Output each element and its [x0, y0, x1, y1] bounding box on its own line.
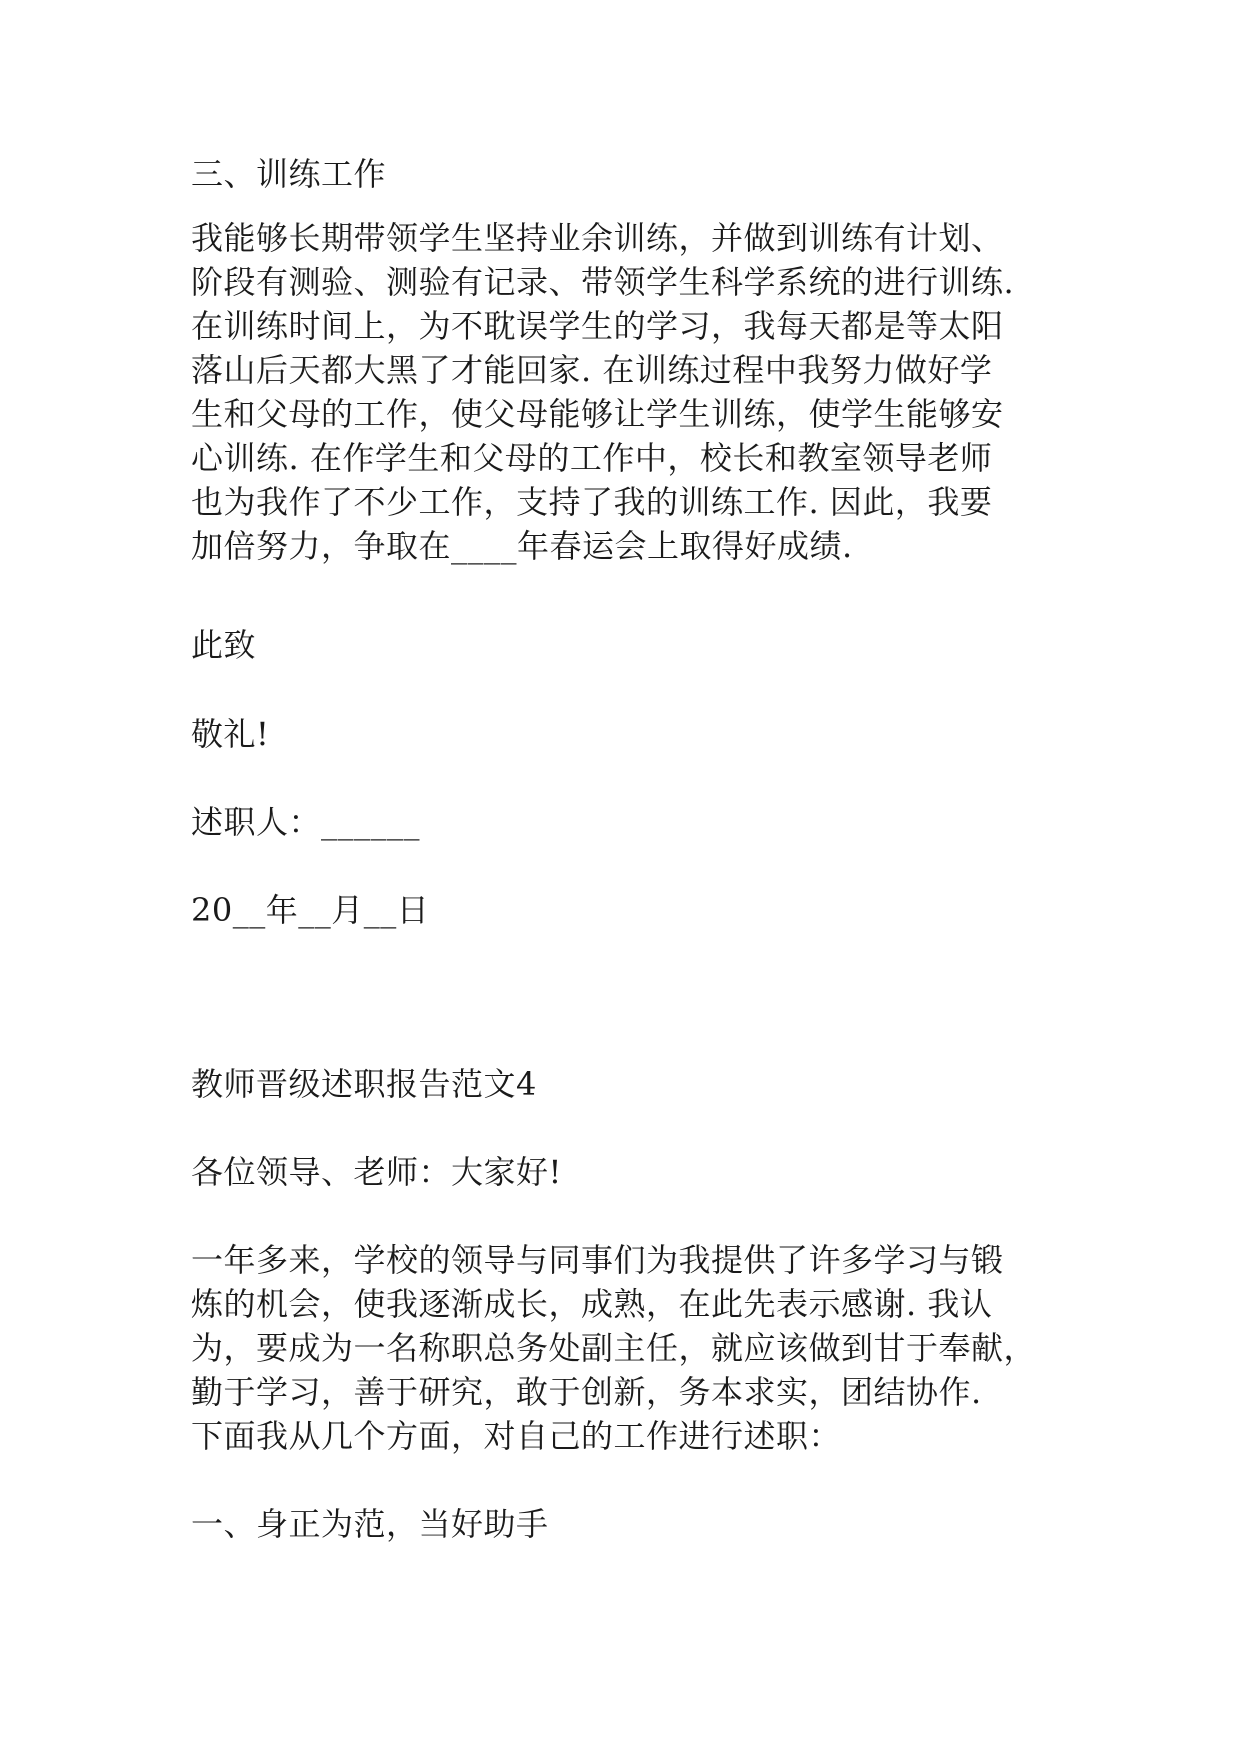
- paragraph-line: 在训练时间上，为不耽误学生的学习，我每天都是等太阳: [191, 307, 1004, 345]
- paragraph-line: 心训练. 在作学生和父母的工作中，校长和教室领导老师: [191, 439, 993, 477]
- greeting: 各位领导、老师：大家好!: [191, 1153, 562, 1191]
- section-heading: 三、训练工作: [191, 155, 387, 193]
- paragraph-line: 也为我作了不少工作，支持了我的训练工作. 因此，我要: [191, 483, 993, 521]
- closing-salutation: 此致: [191, 626, 257, 664]
- date-line: 20__年__月__日: [191, 891, 430, 929]
- report-title: 教师晋级述职报告范文4: [191, 1065, 537, 1103]
- paragraph-line: 我能够长期带领学生坚持业余训练，并做到训练有计划、: [191, 219, 1004, 257]
- paragraph-line: 下面我从几个方面，对自己的工作进行述职：: [191, 1417, 842, 1455]
- section-heading: 一、身正为范，当好助手: [191, 1505, 549, 1543]
- paragraph-line: 一年多来，学校的领导与同事们为我提供了许多学习与锻: [191, 1241, 1004, 1279]
- paragraph-line: 勤于学习，善于研究，敢于创新，务本求实，团结协作.: [191, 1373, 982, 1411]
- paragraph-line: 阶段有测验、测验有记录、带领学生科学系统的进行训练.: [191, 263, 1015, 301]
- paragraph-line: 炼的机会，使我逐渐成长，成熟，在此先表示感谢. 我认: [191, 1285, 993, 1323]
- paragraph-line: 为，要成为一名称职总务处副主任，就应该做到甘于奉献，: [191, 1329, 1037, 1367]
- closing-regards: 敬礼!: [191, 715, 270, 753]
- paragraph-line: 生和父母的工作，使父母能够让学生训练，使学生能够安: [191, 395, 1004, 433]
- signer-line: 述职人：______: [191, 803, 421, 841]
- paragraph-line: 加倍努力，争取在____年春运会上取得好成绩.: [191, 527, 853, 565]
- paragraph-line: 落山后天都大黑了才能回家. 在训练过程中我努力做好学: [191, 351, 993, 389]
